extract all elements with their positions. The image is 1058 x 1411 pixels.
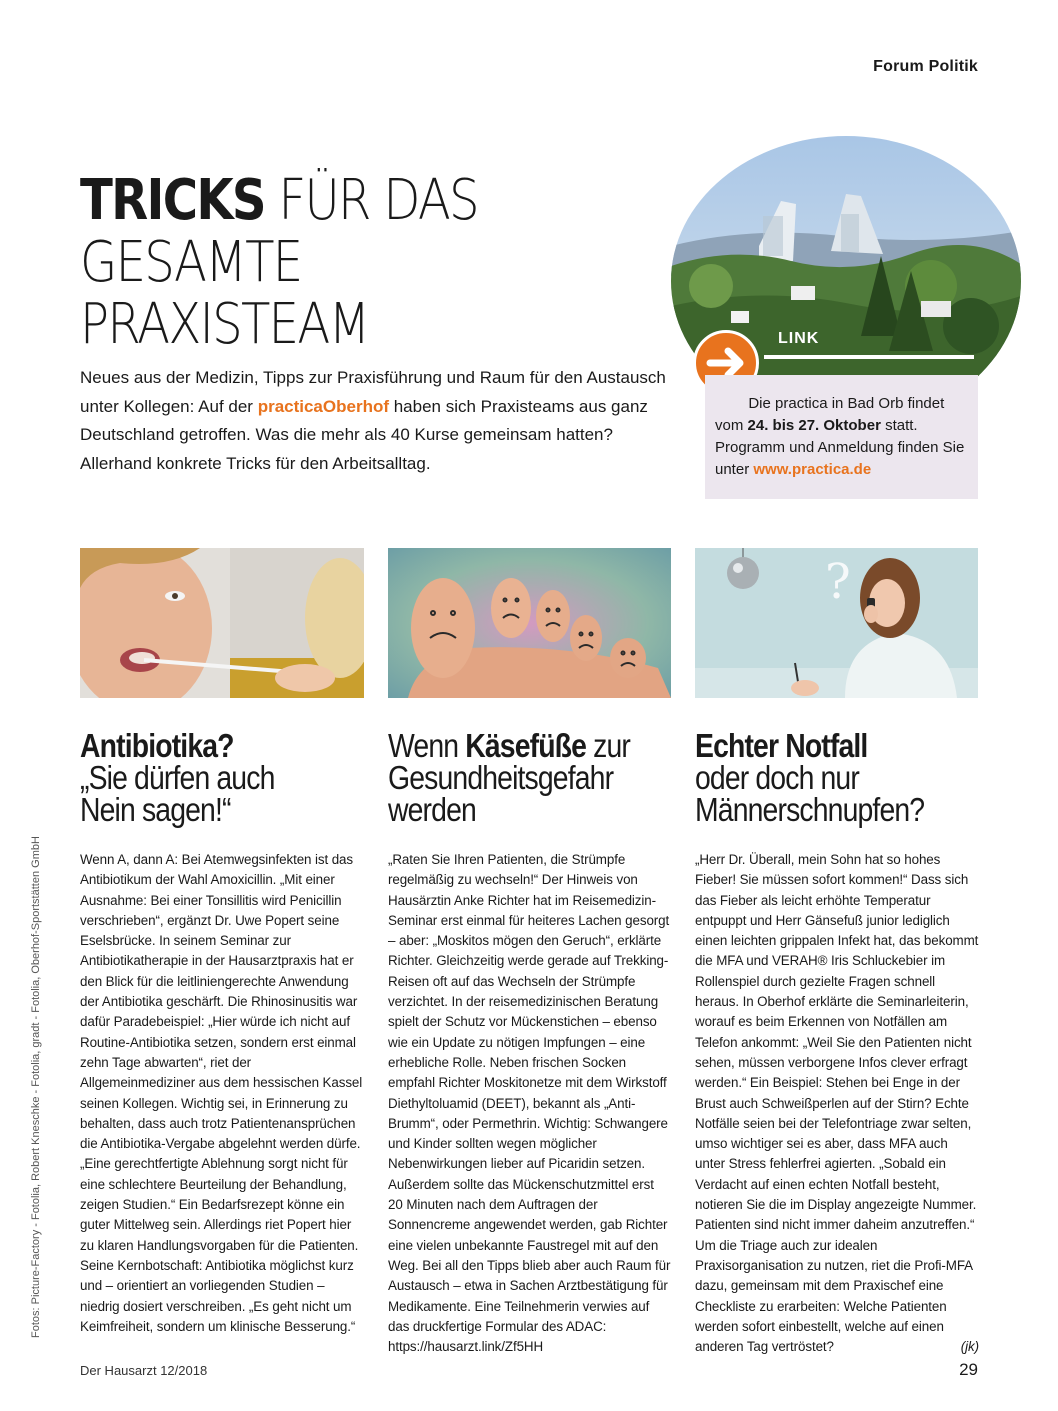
column-3-body: „Herr Dr. Überall, mein Sohn hat so hohes Fieber! Sie müssen sofort kommen!“ Dass sich das Fieber als leicht erhöhte Temperatur entpuppt und Herr Gänsefuß junior lediglich einen leichten grippalen Infekt hat, das bekommt die MFA und VERAH® Iris Schluckebier im Rollenspiel durch gezielte Fragen schnell heraus. In Oberhof erklärte die Seminarleiterin, worauf es beim Erkennen von Notfällen am Telefon ankommt: „Weil Sie den Patienten nicht sehen, müssen verborgene Infos clever erfragt werden.“ Ein Beispiel: Stehen bei Enge in der Brust auch Schweißperlen auf der Stirn? Echte Notfälle seien bei der Telefontriage zwar selten, umso wichtiger sei es aber, dass MFA auch unter Stress fehlerfrei agierten. „Sobald ein Verdacht auf einen echten Notfall besteht, notieren Sie die im Display angezeigte Nummer. Patienten sind nicht immer daheim anzutreffen.“ Um die Triage auch zur idealen Praxisorganisation zu nutzen, riet die Profi-MFA dazu, gemeinsam mit dem Praxischef eine Checkliste zu erarbeiten: Welche Patienten werden sofort einbestellt, welche auf einen anderen Tag vertröstet? (jk)	[695, 850, 979, 1357]
photo-toes	[388, 548, 671, 698]
page-number: 29	[959, 1360, 978, 1379]
link-label: LINK	[778, 330, 820, 347]
journal-footer: Der Hausarzt 12/2018	[80, 1363, 208, 1378]
photo-phone-call	[695, 548, 978, 698]
column-3-heading: Echter Notfall oder doch nur Männerschnupfen?	[695, 727, 925, 828]
column-2-body: „Raten Sie Ihren Patienten, die Strümpfe regelmäßig zu wechseln!“ Der Hinweis von Hausärztin Anke Richter hat im Reisemedizin-Seminar erst einmal für heiteres Lachen gesorgt – aber: „Moskitos mögen den Geruch“, erklärte Richter. Gleichzeitig werde gerade auf Trekking-Reisen oft auf das Wechseln der Strümpfe verzichtet. In der reisemedizinischen Beratung spielt der Schutz vor Mückenstichen – ebenso wie ein Update zu nötigen Impfungen – eine erhebliche Rolle. Neben frischen Socken empfahl Richter Moskitonetze mit dem Wirkstoff Diethyltoluamid (DEET), bekannt als „Anti-Brumm“, oder Permethrin. Wichtig: Schwangere und Kinder sollten wegen möglicher Nebenwirkungen lieber auf Picaridin setzen. Außerdem sollte das Mückenschutzmittel erst 20 Minuten nach dem Auftragen der Sonnencreme angewendet werden, gab Richter eine vielen unbekannte Faustregel mit auf den Weg. Bei all den Tipps blieb aber auch Raum für Austausch – etwa in Sachen Arztbestätigung für Medikamente. Eine Teilnehmerin verwies auf das druckfertige Formular des ADAC: https://hausarzt.link/Zf5HH	[388, 852, 671, 1355]
author-signature: (jk)	[960, 1339, 979, 1355]
intro-highlight: practicaOberhof	[257, 396, 389, 416]
page-title	[80, 170, 596, 356]
photo-credit: Fotos: Picture-Factory - Fotolia, Robert Kneschke - Fotolia, gradt - Fotolia, Oberhof-Sportstätten GmbH	[30, 836, 42, 1338]
practica-link[interactable]: www.practica.de	[753, 461, 872, 478]
link-dates: 24. bis 27. Oktober	[747, 417, 881, 434]
photo-throat-swab	[80, 548, 364, 698]
section-label: Forum Politik	[873, 58, 978, 75]
column-1-body: Wenn A, dann A: Bei Atemwegsinfekten ist das Antibiotikum der Wahl Amoxicillin. „Mit einer Ausnahme: Bei einer Tonsillitis wird Penicillin verschrieben“, ergänzt Dr. Uwe Popert seine Eselsbrücke. In seinem Seminar zur Antibiotikatherapie in der Hausarztpraxis hat er den Blick für die leitliniengerechte Anwendung der Antibiotika geschärft. Die Rhinosinusitis war dafür Paradebeispiel: „Hier würde ich nicht auf Routine-Antibiotika setzen, sondern erst einmal zehn Tage abwarten“, riet der Allgemeinmediziner aus dem hessischen Kassel seinen Kollegen. Wichtig sei, in Erinnerung zu behalten, dass auch trotz Patientenansprüchen die Antibiotika-Vergabe abgelehnt werden dürfe. „Eine gerechtfertigte Ablehnung sorgt nicht für eine schlechtere Beurteilung der Behandlung, zeigen Studien.“ Ein Bedarfsrezept könne ein guter Mittelweg sein. Allerdings riet Popert hier zu klaren Handlungsvorgaben für die Patienten. Seine Kernbotschaft: Antibiotika möglichst kurz und – orientiert an vorliegenden Studien – niedrig dosiert verschreiben. „Es geht nicht um Keimfreiheit, sondern um klinische Besserung.“	[80, 852, 363, 1334]
link-divider	[764, 355, 974, 359]
title-rest: FÜR DAS	[264, 168, 478, 233]
title-bold: TRICKS	[80, 168, 265, 233]
title-line2: GESAMTE PRAXISTEAM	[80, 230, 369, 357]
link-box: Die practica in Bad Orb findet vom 24. bis 27. Oktober statt. Programm und Anmeldung finden Sie unter www.practica.de	[705, 375, 978, 499]
svg-text:?: ?	[825, 554, 851, 610]
intro-text: Neues aus der Medizin, Tipps zur Praxisführung und Raum für den Austausch unter Kollegen: Auf der practicaOberhof haben sich Praxisteams aus ganz Deutschland getroffen. Was die mehr als 40 Kurse gemeinsam hatten? Allerhand konkrete Tricks für den Arbeitsalltag.	[80, 368, 666, 473]
column-2-heading: Wenn Käsefüße zur Gesundheitsgefahr werden	[388, 727, 630, 828]
column-1-heading: Antibiotika? „Sie dürfen auch Nein sagen!“	[80, 727, 275, 828]
